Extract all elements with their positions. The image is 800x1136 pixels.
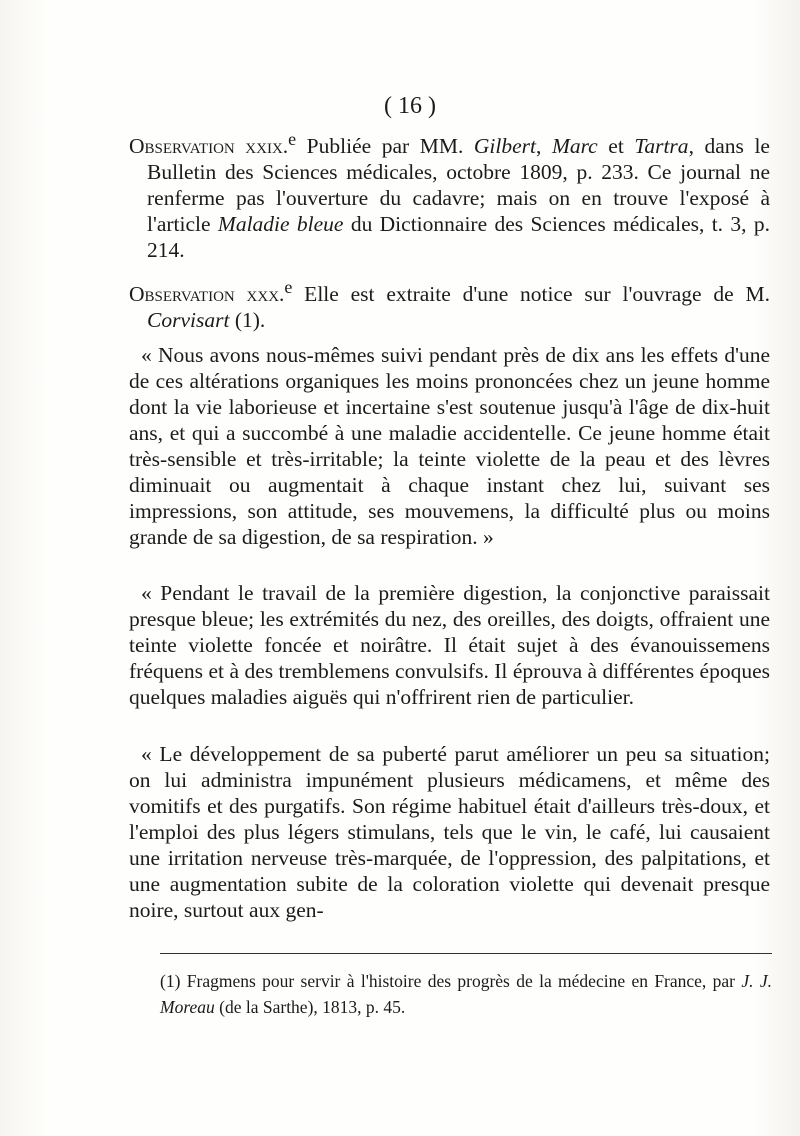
observation-30-text-2: (1). bbox=[229, 308, 266, 333]
observation-30 bbox=[129, 274, 770, 333]
author-corvisart: Corvisart bbox=[147, 308, 230, 333]
footnote-author: J. J. Moreau bbox=[160, 971, 772, 1017]
article-title: Maladie bleue bbox=[217, 212, 344, 237]
separator: , bbox=[536, 134, 552, 159]
footnote bbox=[160, 968, 772, 1020]
observation-29-sup: e bbox=[288, 129, 297, 149]
observation-29-text-1: Publiée par MM. bbox=[296, 134, 474, 159]
footnote-marker: (1) bbox=[160, 971, 181, 991]
observation-29-text-3: du Dictionnaire des Sciences médicales, t. 3, p. 214. bbox=[147, 212, 770, 263]
footnote-text-1: Fragmens pour servir à l'histoire des progrès de la médecine en France, par bbox=[180, 971, 742, 991]
footnote-text-2: (de la Sarthe), 1813, p. 45. bbox=[214, 997, 406, 1017]
author-gilbert: Gilbert bbox=[473, 134, 536, 159]
author-marc: Marc bbox=[551, 134, 598, 159]
observation-29 bbox=[129, 126, 770, 263]
conjunction: et bbox=[597, 134, 635, 159]
observation-29-heading: Observation xxix. bbox=[129, 134, 289, 159]
page-number: ( 16 ) bbox=[384, 93, 436, 119]
observation-30-heading: Observation xxx. bbox=[129, 282, 285, 307]
paragraph-1: « Nous avons nous-mêmes suivi pendant près de dix ans les effets d'une de ces altérations organiques les moins prononcées chez un jeune homme dont la vie laborieuse et incertaine s'est soutenue jusqu'à l'âge de dix-huit ans, et qui a succombé à une maladie accidentelle. Ce jeune homme était très-sensible et très-irritable; la teinte violette de la peau et des lèvres diminuait ou augmentait à chaque instant chez lui, suivant ses impressions, son attitude, ses mouvemens, la difficulté plus ou moins grande de sa digestion, de sa respiration. » bbox=[129, 343, 770, 549]
author-tartra: Tartra bbox=[634, 134, 689, 159]
footnote-rule bbox=[160, 953, 772, 954]
paragraph-3: « Le développement de sa puberté parut améliorer un peu sa situation; on lui administra impunément plusieurs médicamens, et même des vomitifs et des purgatifs. Son régime habituel était d'ailleurs très-doux, et l'emploi des plus légers stimulans, tels que le vin, le café, lui causaient une irritation nerveuse très-marquée, de l'oppression, des palpitations, et une augmentation subite de la coloration violette qui devenait presque noire, surtout aux gen- bbox=[129, 742, 770, 922]
observation-30-text-1: Elle est extraite d'une notice sur l'ouvrage de M. bbox=[292, 282, 770, 307]
paragraph-2: « Pendant le travail de la première digestion, la conjonctive paraissait presque bleue; les extrémités du nez, des oreilles, des doigts, offraient une teinte violette foncée et noirâtre. Il était sujet à des évanouissemens fréquens et à des tremblemens convulsifs. Il éprouva à différentes époques quelques maladies aiguës qui n'offrirent rien de particulier. bbox=[129, 581, 770, 709]
observation-29-text-2: , dans le Bulletin des Sciences médicales, octobre 1809, p. 233. Ce journal ne renferme pas l'ouverture du cadavre; mais on en trouve l'exposé à l'article bbox=[147, 134, 770, 237]
observation-30-sup: e bbox=[284, 277, 293, 297]
